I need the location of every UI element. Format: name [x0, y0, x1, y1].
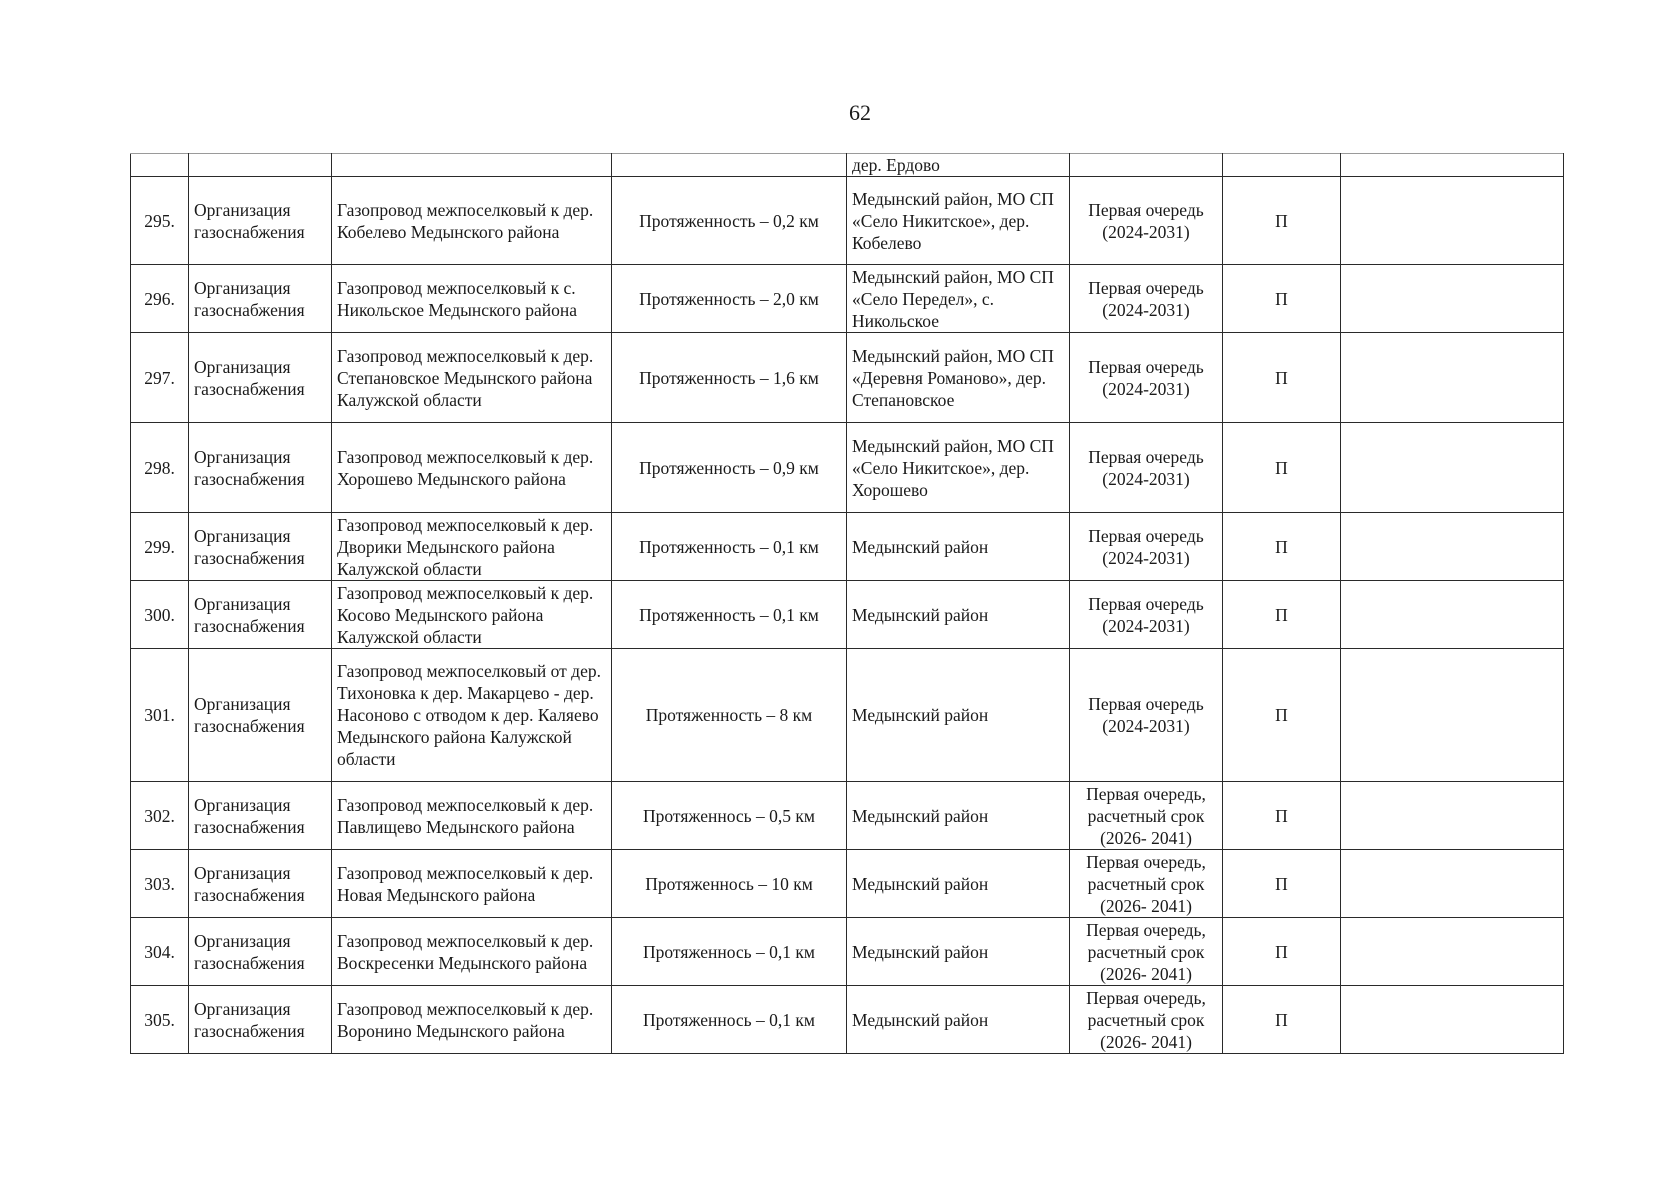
carryover-row	[131, 154, 1564, 177]
cell-location: Медынский район	[847, 513, 1070, 581]
cell-location: Медынский район	[847, 649, 1070, 782]
cell-status: П	[1223, 581, 1341, 649]
cell-extra	[1341, 581, 1564, 649]
cell-term: Первая очередь (2024-2031)	[1070, 333, 1223, 423]
cell-term: Первая очередь, расчетный срок (2026- 2041)	[1070, 782, 1223, 850]
gas-pipeline-table	[130, 153, 1564, 1054]
cell-object: Газопровод межпоселковый от дер. Тихоновка к дер. Макарцево - дер. Насоново с отводом к дер. Каляево Медынского района Калужской области	[332, 649, 612, 782]
cell-status: П	[1223, 649, 1341, 782]
cell-characteristic: Протяженнось – 0,5 км	[612, 782, 847, 850]
cell-status: П	[1223, 513, 1341, 581]
cell-number: 299.	[131, 513, 189, 581]
cell-characteristic: Протяженность – 0,9 км	[612, 423, 847, 513]
table-row	[131, 265, 1564, 333]
cell-status: П	[1223, 918, 1341, 986]
cell-term: Первая очередь (2024-2031)	[1070, 581, 1223, 649]
cell-status: П	[1223, 177, 1341, 265]
cell-object: Газопровод межпоселковый к дер. Воронино Медынского района	[332, 986, 612, 1054]
cell-location: Медынский район, МО СП «Село Никитское», дер. Хорошево	[847, 423, 1070, 513]
cell-term: Первая очередь (2024-2031)	[1070, 649, 1223, 782]
cell-characteristic: Протяженнось – 0,1 км	[612, 918, 847, 986]
cell-object: Газопровод межпоселковый к дер. Косово Медынского района Калужской области	[332, 581, 612, 649]
cell-number: 304.	[131, 918, 189, 986]
cell-object: Газопровод межпоселковый к с. Никольское Медынского района	[332, 265, 612, 333]
cell-organization: Организация газоснабжения	[189, 850, 332, 918]
cell-characteristic: Протяженность – 0,2 км	[612, 177, 847, 265]
cell-location: Медынский район, МО СП «Село Никитское», дер. Кобелево	[847, 177, 1070, 265]
table-row	[131, 423, 1564, 513]
cell-location: дер. Ердово	[847, 154, 1070, 177]
table-row	[131, 649, 1564, 782]
cell-status: П	[1223, 986, 1341, 1054]
cell-object: Газопровод межпоселковый к дер. Воскресенки Медынского района	[332, 918, 612, 986]
cell-extra	[1341, 649, 1564, 782]
cell-location: Медынский район	[847, 581, 1070, 649]
cell-status: П	[1223, 782, 1341, 850]
table-row	[131, 513, 1564, 581]
cell-term: Первая очередь (2024-2031)	[1070, 423, 1223, 513]
cell-object: Газопровод межпоселковый к дер. Степановское Медынского района Калужской области	[332, 333, 612, 423]
cell-location: Медынский район, МО СП «Деревня Романово», дер. Степановское	[847, 333, 1070, 423]
cell-status: П	[1223, 423, 1341, 513]
table-row	[131, 918, 1564, 986]
page-number: 62	[849, 100, 871, 125]
table-row	[131, 177, 1564, 265]
cell-term: Первая очередь, расчетный срок (2026- 2041)	[1070, 850, 1223, 918]
cell-number: 303.	[131, 850, 189, 918]
cell-organization: Организация газоснабжения	[189, 986, 332, 1054]
table-row	[131, 850, 1564, 918]
cell-location: Медынский район, МО СП «Село Передел», с. Никольское	[847, 265, 1070, 333]
cell-object: Газопровод межпоселковый к дер. Новая Медынского района	[332, 850, 612, 918]
cell-term: Первая очередь (2024-2031)	[1070, 177, 1223, 265]
cell-number: 297.	[131, 333, 189, 423]
cell-organization: Организация газоснабжения	[189, 423, 332, 513]
cell-object: Газопровод межпоселковый к дер. Кобелево Медынского района	[332, 177, 612, 265]
cell-extra	[1341, 177, 1564, 265]
cell-extra	[1341, 154, 1564, 177]
cell-characteristic: Протяженнось – 0,1 км	[612, 986, 847, 1054]
cell-term: Первая очередь (2024-2031)	[1070, 265, 1223, 333]
cell-organization: Организация газоснабжения	[189, 649, 332, 782]
cell-organization: Организация газоснабжения	[189, 513, 332, 581]
cell-organization: Организация газоснабжения	[189, 265, 332, 333]
cell-organization: Организация газоснабжения	[189, 177, 332, 265]
cell-number: 302.	[131, 782, 189, 850]
cell-extra	[1341, 513, 1564, 581]
cell-number: 295.	[131, 177, 189, 265]
cell-organization: Организация газоснабжения	[189, 581, 332, 649]
cell-location: Медынский район	[847, 918, 1070, 986]
cell-extra	[1341, 918, 1564, 986]
cell-term: Первая очередь, расчетный срок (2026- 2041)	[1070, 918, 1223, 986]
cell-characteristic: Протяженность – 0,1 км	[612, 513, 847, 581]
cell-characteristic: Протяженность – 1,6 км	[612, 333, 847, 423]
cell-organization: Организация газоснабжения	[189, 333, 332, 423]
cell-number: 305.	[131, 986, 189, 1054]
cell-term: Первая очередь (2024-2031)	[1070, 513, 1223, 581]
table-row	[131, 782, 1564, 850]
cell-term: Первая очередь, расчетный срок (2026- 2041)	[1070, 986, 1223, 1054]
cell-number: 298.	[131, 423, 189, 513]
cell-extra	[1341, 986, 1564, 1054]
table-row	[131, 333, 1564, 423]
cell-characteristic: Протяженность – 2,0 км	[612, 265, 847, 333]
cell-extra	[1341, 333, 1564, 423]
cell-number: 301.	[131, 649, 189, 782]
table-row	[131, 986, 1564, 1054]
cell-extra	[1341, 423, 1564, 513]
cell-extra	[1341, 850, 1564, 918]
cell-characteristic: Протяженнось – 10 км	[612, 850, 847, 918]
cell-number: 296.	[131, 265, 189, 333]
cell-object: Газопровод межпоселковый к дер. Павлищево Медынского района	[332, 782, 612, 850]
cell-extra	[1341, 265, 1564, 333]
cell-status: П	[1223, 850, 1341, 918]
cell-status: П	[1223, 265, 1341, 333]
cell-location: Медынский район	[847, 782, 1070, 850]
cell-organization: Организация газоснабжения	[189, 918, 332, 986]
table-row	[131, 581, 1564, 649]
cell-characteristic: Протяженность – 0,1 км	[612, 581, 847, 649]
cell-location: Медынский район	[847, 986, 1070, 1054]
cell-characteristic: Протяженность – 8 км	[612, 649, 847, 782]
cell-object: Газопровод межпоселковый к дер. Дворики Медынского района Калужской области	[332, 513, 612, 581]
cell-object: Газопровод межпоселковый к дер. Хорошево Медынского района	[332, 423, 612, 513]
cell-organization: Организация газоснабжения	[189, 782, 332, 850]
cell-status: П	[1223, 333, 1341, 423]
cell-location: Медынский район	[847, 850, 1070, 918]
cell-number: 300.	[131, 581, 189, 649]
cell-extra	[1341, 782, 1564, 850]
